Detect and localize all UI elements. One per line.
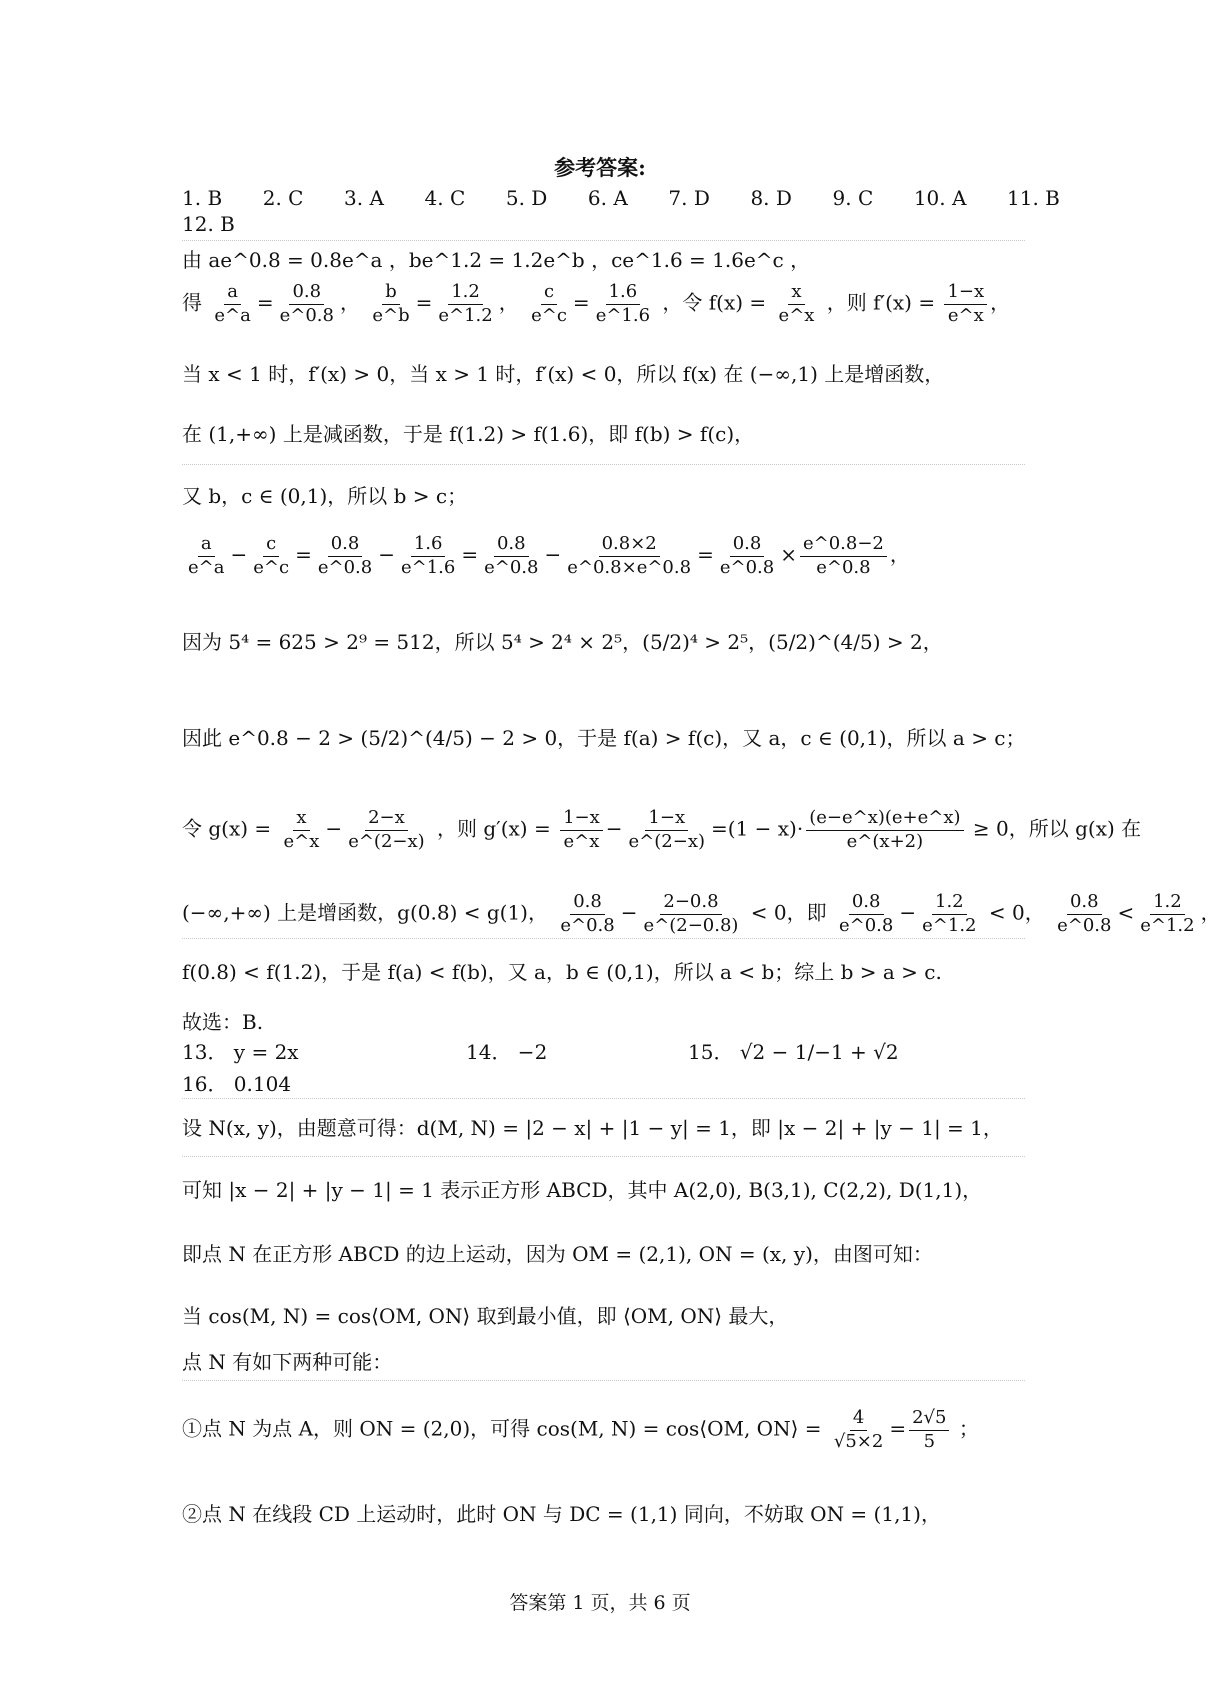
line-text: < 0， [988, 900, 1045, 925]
divider [182, 938, 1025, 939]
fraction: $\frac{e\^{}0.8-2}{e\^{}0.8}$ [800, 534, 887, 578]
page-footer: 答案第 1 页，共 6 页 [509, 1592, 691, 1614]
solution-line: ①点 N 为点 A，则 ON = (2,0)，可得 cos(M, N) = cos⟨OM, ON⟩ = $\frac{4}{√5\times 2}$ = $\frac{2√5}{5}$ ； [182, 1407, 979, 1452]
solution-line: $\frac{a}{e\^{}a}$ − $\frac{c}{e\^{}c}$ = $\frac{0.8}{e\^{}0.8}$ − $\frac{1.6}{e\^{}1.6}$ = $\frac{0.8}{e\^{}0.8}$ − $\frac{0.8\times 2}{e\^{}0.8\times e\^{}0.8}$ = $\frac{0.8}{e\^{}0.8}$ × $\frac{e\^{}0.8-2}{e\^{}0.8}$ ， [182, 534, 910, 578]
answer-15: 15． √2 − 1/−1 + √2 [688, 1040, 899, 1064]
fraction: $\frac{1-x}{e\^{}x}$ [944, 282, 987, 326]
fraction: $\frac{x}{e\^{}x}$ [283, 807, 320, 852]
solution-line: 令 g(x) = $\frac{x}{e\^{}x}$ − $\frac{2-x}{e\^{}(2-x)}$ ，则 g′(x) = $\frac{1-x}{e\^{}x}$ − $\frac{1-x}{e\^{}(2-x)}$ =(1 − x)· $\frac{(e-e\^{}x)(e+e\^{}x)}{e\^{}(x+2)}$ ≥ 0，所以 g(x) 在 [182, 807, 1142, 852]
answer-item: 11. B [1007, 186, 1060, 210]
answer-item: 7. D [668, 186, 710, 210]
answer-16: 16． 0.104 [182, 1072, 292, 1096]
page-title: 参考答案: [554, 155, 646, 180]
answer-list [182, 186, 1060, 210]
fraction: $\frac{c}{e\^{}c}$ [253, 533, 290, 578]
line-text: < 0，即 [750, 900, 827, 925]
solution-line: 可知 |x − 2| + |y − 1| = 1 表示正方形 ABCD，其中 A(2,0), B(3,1), C(2,2), D(1,1)， [182, 1178, 983, 1202]
line-text: ≥ 0，所以 g(x) 在 [972, 816, 1142, 841]
divider [182, 1380, 1025, 1381]
solution-line: 在 (1,+∞) 上是减函数，于是 f(1.2) > f(1.6)，即 f(b) > f(c)， [182, 422, 755, 446]
fraction: $\frac{0.8}{e\^{}0.8}$ [484, 533, 539, 578]
solution-line: 当 x < 1 时，f′(x) > 0，当 x > 1 时，f′(x) < 0，所以 f(x) 在 (−∞,1) 上是增函数， [182, 362, 945, 386]
answer-item: 6. A [587, 186, 628, 210]
fraction: $\frac{x}{e\^{}x}$ [778, 281, 815, 326]
solution-line: 即点 N 在正方形 ABCD 的边上运动，因为 OM = (2,1), ON = (x, y)，由图可知： [182, 1242, 933, 1266]
fraction: $\frac{0.8}{e\^{}0.8}$ [719, 533, 775, 578]
answer-item: 3. A [344, 186, 384, 210]
fraction: $\frac{b}{e\^{}b}$ [372, 281, 410, 326]
line-text: 得 [182, 290, 202, 315]
answer-item: 5. D [505, 186, 548, 210]
solution-line: 当 cos(M, N) = cos⟨OM, ON⟩ 取到最小值，即 ⟨OM, ON⟩ 最大， [182, 1304, 789, 1328]
line-text: ，令 f(x) = [662, 290, 767, 315]
fraction: $\frac{4}{√5\times 2}$ [833, 1407, 884, 1452]
fraction: $\frac{1-x}{e\^{}x}$ [560, 808, 603, 852]
divider [182, 464, 1025, 465]
fraction: $\frac{0.8}{e\^{}0.8}$ [317, 533, 373, 578]
line-text: (−∞,+∞) 上是增函数，g(0.8) < g(1)， [182, 900, 548, 925]
line-text: ，则 f′(x) = [826, 290, 936, 315]
fraction: $\frac{2-x}{e\^{}(2-x)}$ [348, 807, 425, 852]
solution-line: (−∞,+∞) 上是增函数，g(0.8) < g(1)， $\frac{0.8}{e\^{}0.8}$ − $\frac{2-0.8}{e\^{}(2-0.8)}$ < 0，即 $\frac{0.8}{e\^{}0.8}$ − $\frac{1.2}{e\^{}1.2}$ < 0， $\frac{0.8}{e\^{}0.8}$ < $\frac{1.2}{e\^{}1.2}$ ， [182, 891, 1221, 936]
fraction: $\frac{a}{e\^{}a}$ [188, 533, 225, 578]
answer-12: 12. B [182, 212, 235, 236]
solution-line: 设 N(x, y)，由题意可得：d(M, N) = |2 − x| + |1 − y| = 1，即 |x − 2| + |y − 1| = 1， [182, 1116, 1003, 1140]
solution-line: 故选：B. [182, 1010, 264, 1034]
divider [182, 1156, 1025, 1157]
solution-line: f(0.8) < f(1.2)，于是 f(a) < f(b)，又 a，b ∈ (0,1)，所以 a < b；综上 b > a > c. [182, 960, 942, 984]
fraction: $\frac{1.2}{e\^{}1.2}$ [438, 281, 493, 326]
solution-line: 得 $\frac{a}{e\^{}a}$ = $\frac{0.8}{e\^{}0.8}$ ， $\frac{b}{e\^{}b}$ = $\frac{1.2}{e\^{}1.2}$ ， $\frac{c}{e\^{}c}$ = $\frac{1.6}{e\^{}1.6}$ ，令 f(x) = $\frac{x}{e\^{}x}$ ，则 f′(x) = $\frac{1-x}{e\^{}x}$ ， [182, 281, 1011, 326]
fraction: $\frac{0.8}{e\^{}0.8}$ [1057, 891, 1112, 936]
fraction: $\frac{0.8\times 2}{e\^{}0.8\times e\^{}0.8}$ [567, 533, 692, 578]
answer-13: 13． y = 2x [182, 1040, 299, 1064]
answer-item: 8. D [750, 186, 792, 210]
solution-line: 因为 5⁴ = 625 > 2⁹ = 512，所以 5⁴ > 2⁴ × 2⁵，(5/2)⁴ > 2⁵，(5/2)^(4/5) > 2， [182, 630, 943, 654]
divider [182, 1098, 1025, 1099]
line-text: 令 g(x) = [182, 816, 272, 841]
line-text: ①点 N 为点 A，则 ON = (2,0)，可得 cos(M, N) = cos⟨OM, ON⟩ = [182, 1416, 822, 1441]
answer-14: 14． −2 [466, 1040, 548, 1064]
fraction: $\frac{1.6}{e\^{}1.6}$ [400, 533, 456, 578]
fraction: $\frac{2-0.8}{e\^{}(2-0.8)}$ [643, 891, 739, 936]
answer-item: 1. B [182, 186, 223, 210]
solution-line: 因此 e^0.8 − 2 > (5/2)^(4/5) − 2 > 0，于是 f(a) > f(c)，又 a，c ∈ (0,1)，所以 a > c； [182, 726, 1026, 750]
fraction: $\frac{2√5}{5}$ [909, 1408, 949, 1452]
fraction: $\frac{1.6}{e\^{}1.6}$ [595, 281, 651, 326]
answer-item: 4. C [424, 186, 466, 210]
solution-line: 点 N 有如下两种可能： [182, 1350, 393, 1374]
fraction: $\frac{a}{e\^{}a}$ [214, 281, 251, 326]
line-text: ，则 g′(x) = [437, 816, 551, 841]
fraction: $\frac{0.8}{e\^{}0.8}$ [839, 891, 894, 936]
line-text: ； [958, 1416, 979, 1441]
fraction: $\frac{c}{e\^{}c}$ [531, 281, 567, 326]
answer-item: 9. C [832, 186, 874, 210]
divider [182, 240, 1025, 241]
solution-line: ②点 N 在线段 CD 上运动时，此时 ON 与 DC = (1,1) 同向，不妨取 ON = (1,1)， [182, 1502, 941, 1526]
fraction: $\frac{0.8}{e\^{}0.8}$ [279, 281, 334, 326]
answer-item: 10. A [913, 186, 967, 210]
fraction: $\frac{0.8}{e\^{}0.8}$ [560, 891, 615, 936]
fraction: $\frac{1.2}{e\^{}1.2}$ [1140, 891, 1195, 936]
fraction: $\frac{1-x}{e\^{}(2-x)}$ [628, 807, 705, 852]
solution-line: 又 b，c ∈ (0,1)，所以 b > c； [182, 484, 468, 508]
fraction: $\frac{(e-e\^{}x)(e+e\^{}x)}{e\^{}(x+2)}$ [806, 808, 963, 852]
solution-line: 由 ae^0.8 = 0.8e^a ，be^1.2 = 1.2e^b ，ce^1.6 = 1.6e^c ， [182, 248, 811, 272]
answer-item: 2. C [262, 186, 304, 210]
fraction: $\frac{1.2}{e\^{}1.2}$ [922, 891, 977, 936]
